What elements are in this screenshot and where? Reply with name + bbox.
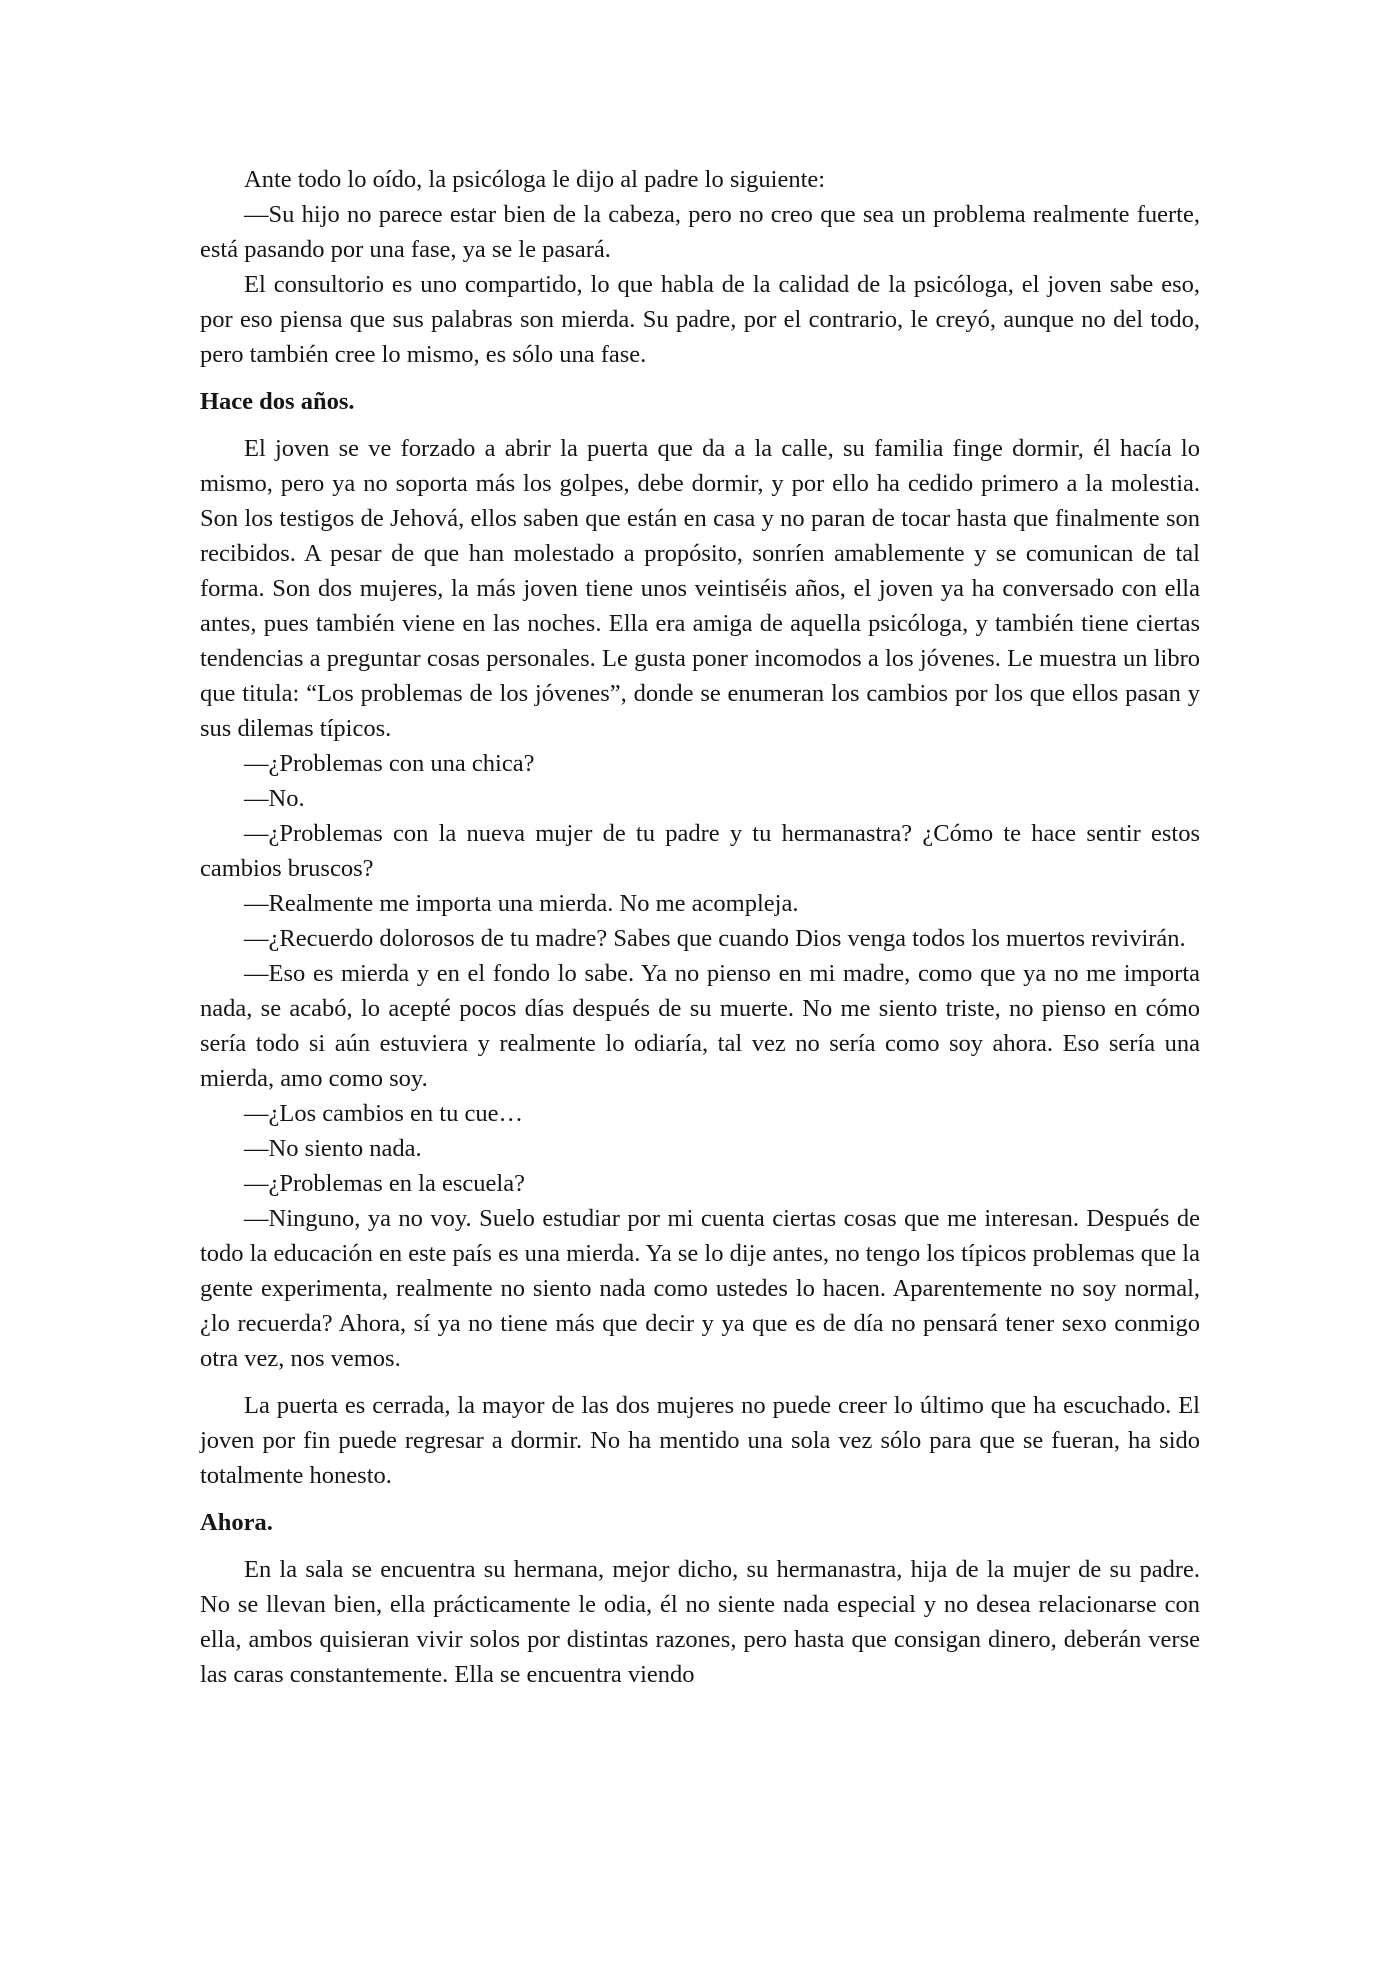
dialogue-line: —¿Recuerdo dolorosos de tu madre? Sabes que cuando Dios venga todos los muertos revivirán. (244, 925, 1186, 952)
dialogue-line: —No. (244, 785, 305, 812)
dialogue-line: —Realmente me importa una mierda. No me acompleja. (244, 890, 799, 917)
text-block-1 (200, 162, 1200, 372)
dialogue-line: —¿Problemas con una chica? (244, 750, 535, 777)
paragraph: Ante todo lo oído, la psicóloga le dijo al padre lo siguiente: (244, 166, 826, 193)
section-heading-hace-dos-anos: Hace dos años. (200, 388, 355, 415)
paragraph: —Su hijo no parece estar bien de la cabeza, pero no creo que sea un problema realmente fuerte, está pasando por una fase, ya se le pasará. (200, 201, 1200, 263)
paragraph: El consultorio es uno compartido, lo que habla de la calidad de la psicóloga, el joven sabe eso, por eso piensa que sus palabras son mierda. Su padre, por el contrario, le creyó, aunque no del todo, pero también cree lo mismo, es sólo una fase. (200, 271, 1200, 368)
paragraph: En la sala se encuentra su hermana, mejor dicho, su hermanastra, hija de la mujer de su padre. No se llevan bien, ella prácticamente le odia, él no siente nada especial y no desea relacionarse con ella, ambos quisieran vivir solos por distintas razones, pero hasta que consigan dinero, deberán verse las caras constantemente. Ella se encuentra viendo (200, 1556, 1200, 1688)
dialogue-line: —Eso es mierda y en el fondo lo sabe. Ya no pienso en mi madre, como que ya no me importa nada, se acabó, lo acepté pocos días después de su muerte. No me siento triste, no pienso en cómo sería todo si aún estuviera y realmente lo odiaría, tal vez no sería como soy ahora. Eso sería una mierda, amo como soy. (200, 960, 1200, 1092)
dialogue-line: —No siento nada. (244, 1135, 422, 1162)
text-block-3 (200, 1388, 1200, 1493)
text-block-4 (200, 1552, 1200, 1692)
paragraph: El joven se ve forzado a abrir la puerta que da a la calle, su familia finge dormir, él hacía lo mismo, pero ya no soporta más los golpes, debe dormir, y por ello ha cedido primero a la molestia. Son los testigos de Jehová, ellos saben que están en casa y no paran de tocar hasta que finalmente son recibidos. A pesar de que han molestado a propósito, sonríen amablemente y se comunican de tal forma. Son dos mujeres, la más joven tiene unos veintiséis años, el joven ya ha conversado con ella antes, pues también viene en las noches. Ella era amiga de aquella psicóloga, y también tiene ciertas tendencias a preguntar cosas personales. Le gusta poner incomodos a los jóvenes. Le muestra un libro que titula: “Los problemas de los jóvenes”, donde se enumeran los cambios por los que ellos pasan y sus dilemas típicos. (200, 435, 1200, 742)
dialogue-line: —¿Problemas con la nueva mujer de tu padre y tu hermanastra? ¿Cómo te hace sentir estos cambios bruscos? (200, 820, 1200, 882)
dialogue-line: —¿Los cambios en tu cue… (244, 1100, 523, 1127)
dialogue-line: —Ninguno, ya no voy. Suelo estudiar por mi cuenta ciertas cosas que me interesan. Después de todo la educación en este país es una mierda. Ya se lo dije antes, no tengo los típicos problemas que la gente experimenta, realmente no siento nada como ustedes lo hacen. Aparentemente no soy normal, ¿lo recuerda? Ahora, sí ya no tiene más que decir y ya que es de día no pensará tener sexo conmigo otra vez, nos vemos. (200, 1205, 1200, 1372)
section-heading-ahora: Ahora. (200, 1509, 273, 1536)
dialogue-line: —¿Problemas en la escuela? (244, 1170, 525, 1197)
text-block-2 (200, 431, 1200, 1376)
paragraph: La puerta es cerrada, la mayor de las dos mujeres no puede creer lo último que ha escuchado. El joven por fin puede regresar a dormir. No ha mentido una sola vez sólo para que se fueran, ha sido totalmente honesto. (200, 1392, 1200, 1489)
document-page (200, 162, 1200, 1692)
